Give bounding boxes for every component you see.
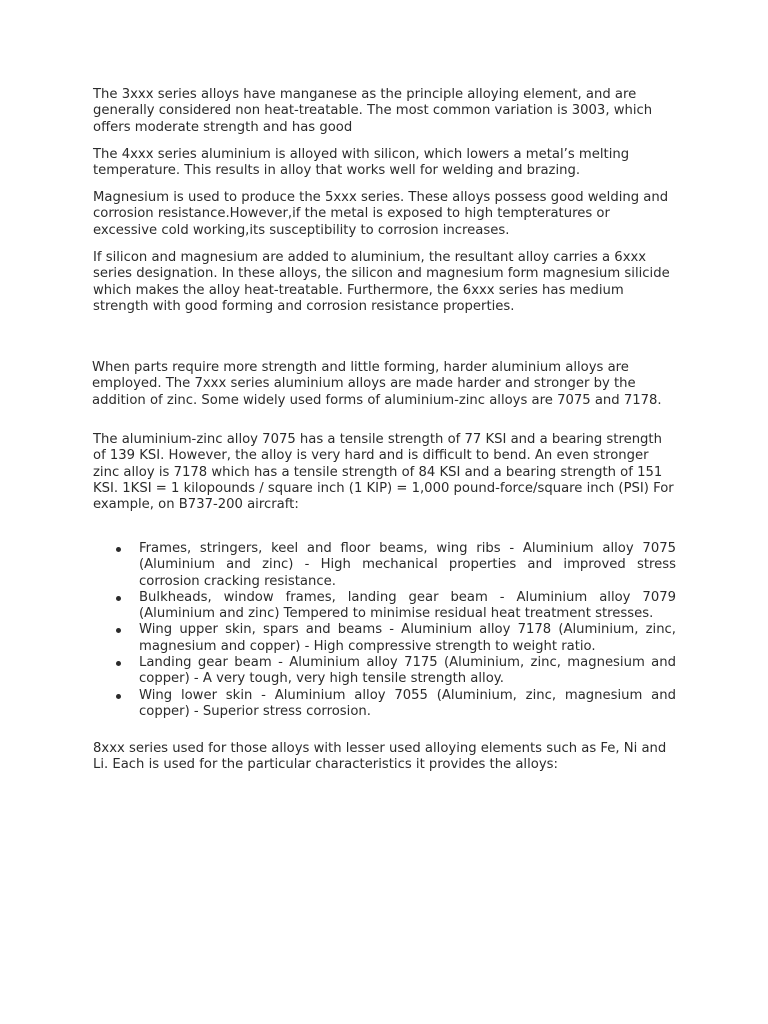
bullet-icon: [116, 694, 121, 699]
paragraph-7075-alloy: The aluminium-zinc alloy 7075 has a tensile strength of 77 KSI and a bearing strength of 139 KSI. However, the alloy is very hard and is difficult to bend. An even stronger zinc alloy is 7178 which has a tensile strength of 84 KSI and a bearing strength of 151 KSI. 1KSI = 1 kilopounds / square inch (1 KIP) = 1,000 pound-force/square inch (PSI) For example, on B737-200 aircraft:: [93, 432, 674, 513]
paragraph-3xxx-series: The 3xxx series alloys have manganese as the principle alloying element, and are generally considered non heat-treatable. The most common variation is 3003, which offers moderate strength and has good: [93, 87, 653, 135]
paragraph-6xxx-series: If silicon and magnesium are added to aluminium, the resultant alloy carries a 6xxx series designation. In these alloys, the silicon and magnesium form magnesium silicide which makes the alloy heat-treatable. Furthermore, the 6xxx series has medium strength with good forming and corrosion resistance properties.: [93, 250, 670, 314]
list-item: [116, 541, 676, 590]
list-item: [116, 622, 676, 655]
list-item: [116, 688, 676, 721]
list-item-text: Wing lower skin - Aluminium alloy 7055 (Aluminium, zinc, magnesium and copper) - Superior stress corrosion.: [139, 687, 676, 719]
paragraph-4xxx-series: The 4xxx series aluminium is alloyed with silicon, which lowers a metal’s melting temperature. This results in alloy that works well for welding and brazing.: [93, 147, 630, 179]
list-item-text: Frames, stringers, keel and floor beams, wing ribs - Aluminium alloy 7075 (Aluminium and zinc) - High mechanical properties and improved stress corrosion cracking resistance.: [139, 541, 676, 589]
bullet-icon: [116, 547, 121, 552]
bullet-icon: [116, 596, 121, 601]
paragraph-8xxx-series: 8xxx series used for those alloys with lesser used alloying elements such as Fe, Ni and Li. Each is used for the particular characteristics it provides the alloys:: [93, 741, 667, 773]
bullet-icon: [116, 661, 121, 666]
list-item-text: Bulkheads, window frames, landing gear beam - Aluminium alloy 7079 (Aluminium and zinc) Tempered to minimise residual heat treatment stresses.: [139, 589, 676, 622]
aircraft-alloy-list: [116, 541, 676, 720]
list-item: [116, 655, 676, 688]
list-item-text: Landing gear beam - Aluminium alloy 7175 (Aluminium, zinc, magnesium and copper) - A very tough, very high tensile strength alloy.: [139, 655, 676, 687]
list-item-text: Wing upper skin, spars and beams - Aluminium alloy 7178 (Aluminium, zinc, magnesium and copper) - High compressive strength to weight ratio.: [139, 622, 676, 654]
paragraph-7xxx-series: When parts require more strength and little forming, harder aluminium alloys are employed. The 7xxx series aluminium alloys are made harder and stronger by the addition of zinc. Some widely used forms of aluminium-zinc alloys are 7075 and 7178.: [92, 360, 662, 408]
paragraph-5xxx-series: Magnesium is used to produce the 5xxx series. These alloys possess good welding and corrosion resistance.However,if the metal is exposed to high tempteratures or excessive cold working,its susceptibility to corrosion increases.: [93, 190, 669, 238]
list-item: [116, 590, 676, 623]
bullet-icon: [116, 628, 121, 633]
